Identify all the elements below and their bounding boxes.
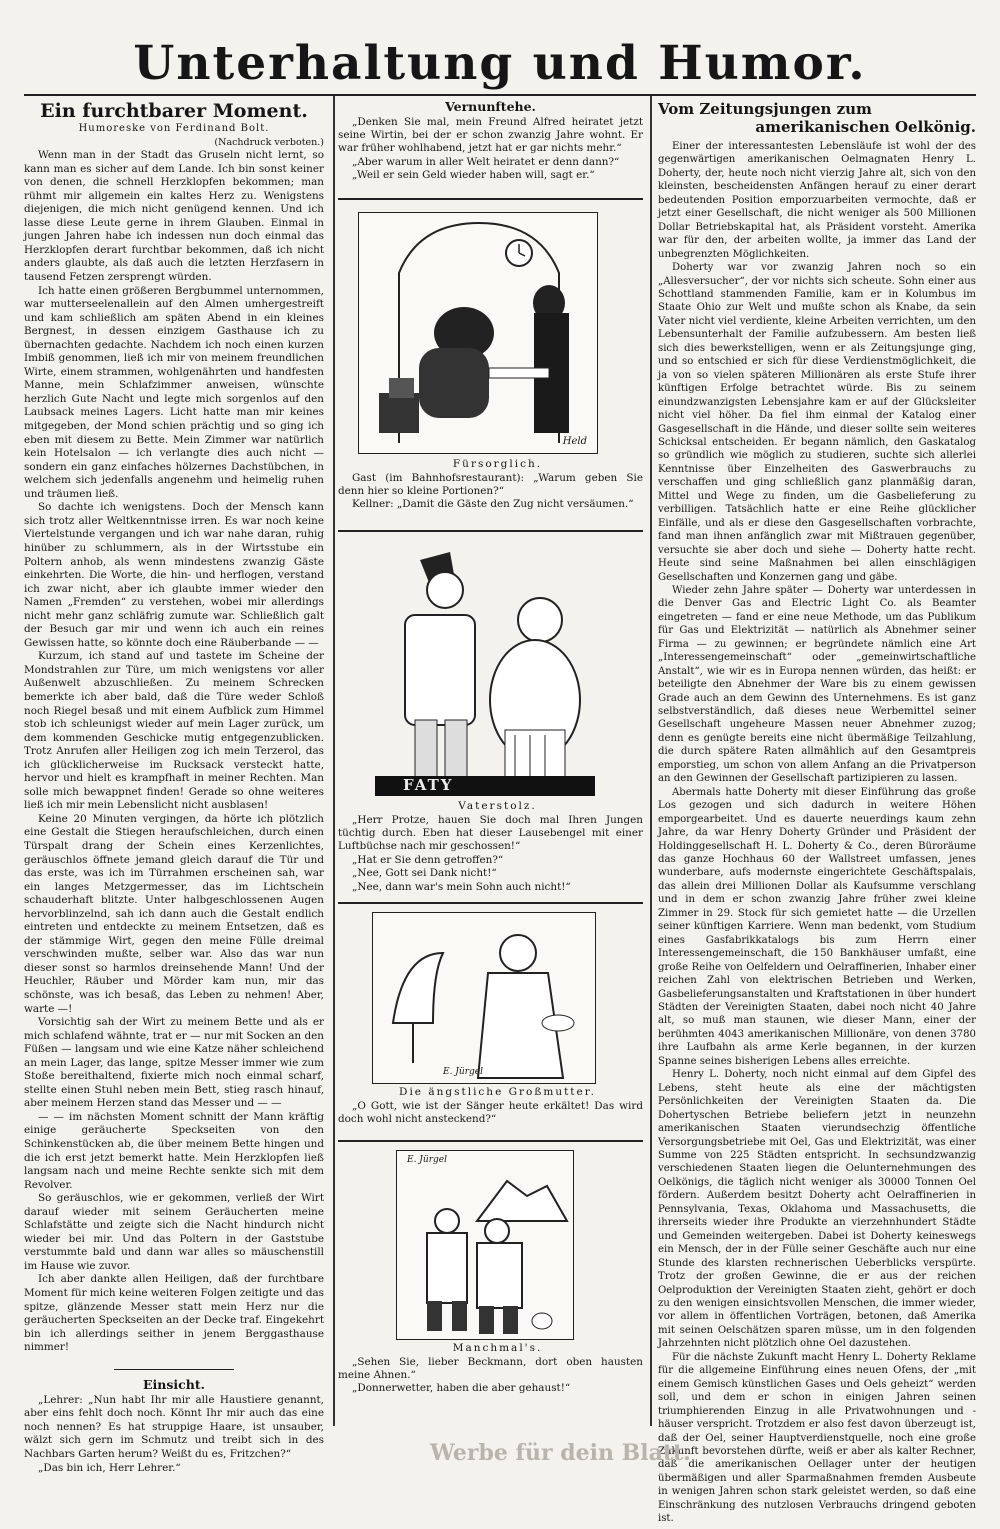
section-divider xyxy=(338,530,643,532)
cartoon4-line: „Sehen Sie, lieber Beckmann, dort oben hausten meine Ahnen.“ xyxy=(338,1355,643,1381)
column-divider-left xyxy=(333,96,335,1426)
cartoon-ancestors xyxy=(396,1150,574,1340)
vernunftehe-line: „Denken Sie mal, mein Freund Alfred heiratet jetzt seine Wirtin, bei der er schon zwanzig Jahre wohnt. Er war früher wohlhabend, jetzt hat er gar nichts mehr.“ xyxy=(338,115,643,155)
oel-paragraph: Doherty war vor zwanzig Jahren noch so ein „Allesversucher“, der vor nichts sich scheute. Sohn einer aus Schottland stammenden Familie, kam er in Kolumbus im Staate Ohio zur Welt und mußte schon als Knabe, da sein Vater nicht viel verdiente, kleine Arbeiten verrichten, um den Lebensunterhalt der Familie aufzubessern. Am besten ließ sich dies bewerkstelligen, wenn er als Zeitungsjunge ging, und so entschied er sich für diese Verdienstmöglichkeit, die ja von so vielen späteren Millionären als erste Stufe ihrer künftigen Erfolge betrachtet würde. Bis zu seinem einundzwanzigsten Lebensjahre kam er auf der Glücksleiter nicht viel höher. Da fiel ihm einmal der Katalog einer Gasgesellschaft in die Hände, und dieser sollte sein weiteres Schicksal entscheiden. Er begann nämlich, den Gaskatalog so gründlich wie möglich zu studieren, suchte sich allerlei Kenntnisse über Einzelheiten des Gaswerbrauchs zu verschaffen und ging schließlich ganz planmäßig daran, Mittel und Wege zu finden, um die Gasbelieferung zu verbilligen. Tatsächlich hatte er eine Reihe glücklicher Einfälle, und als er diese den Gasgesellschaften vorbrachte, fand man ihnen anfänglich zwar mit Mißtrauen gegenüber, versuchte sie aber doch und siehe — Doherty hatte recht. Heute sind seine Maßnahmen bei allen einschlägigen Gesellschaften und Konzernen gang und gäbe. xyxy=(658,262,976,583)
einsicht-line: „Das bin ich, Herr Lehrer.“ xyxy=(38,1461,181,1474)
artist-signature: FATY xyxy=(403,776,454,794)
cartoon4-title: Manchmal's. xyxy=(452,1342,543,1354)
artist-signature: E. Jürgel xyxy=(407,1155,447,1165)
cartoon3-caption-block xyxy=(338,1086,643,1140)
left-column xyxy=(24,100,324,1474)
cartoon2-title: Vaterstolz. xyxy=(458,800,537,812)
cartoon4-line: „Donnerwetter, haben die aber gehaust!“ xyxy=(352,1382,571,1395)
oel-paragraph: Einer der interessantesten Lebensläufe ist wohl der des gegenwärtigen amerikanischen Oelmagnaten Henry L. Doherty, der, heute noch nicht vierzig Jahre alt, sich von den kleinsten, bescheidensten Anfängen herauf zu einer derart bedeutenden Position emporzuarbeiten vermochte, daß er jetzt einer Gesellschaft, die nicht weniger als 500 Millionen Dollar Betriebskapital hat, als Präsident vorsteht. Amerika war für den, der arbeiten wollte, ja immer das Land der unbegrenzten Möglichkeiten. xyxy=(658,141,976,260)
father-son-illustration xyxy=(375,540,595,796)
page-title: Unterhaltung und Humor. xyxy=(133,36,867,91)
oel-paragraph: Für die nächste Zukunft macht Henry L. Doherty Reklame für die allgemeine Einführung eines neuen Ofens, der „mit einem Gemisch künstlichen Gases und Oels geheizt“ werden soll, und dem er schon in einigen Jahren seinen triumphierenden Einzug in alle Privatwohnungen und -häuser verspricht. Trotzdem er also fest davon überzeugt ist, daß der Oel, seiner Hauptverdienstquelle, noch eine große Zukunft bevorstehen dürfte, weiß er aber als kalter Rechner, daß die amerikanischen Oellager unter der heutigen übermäßigen und aller Sparmaßnahmen fremden Ausbeute in wenigen Jahren schon stark geleistet werden, so daß eine Einschränkung des nutzlosen Verbrauchs dringend geboten ist. xyxy=(658,1351,976,1525)
cartoon2-line: „Nee, Gott sei Dank nicht!“ xyxy=(352,867,497,880)
cartoon4-caption-block xyxy=(338,1342,643,1422)
cartoon-restaurant xyxy=(358,212,598,454)
cartoon3-line: „O Gott, wie ist der Sänger heute erkältet! Das wird doch wohl nicht ansteckend?“ xyxy=(338,1099,643,1125)
oel-title-line1: Vom Zeitungsjungen zum xyxy=(658,100,872,118)
story-paragraph: Vorsichtig sah der Wirt zu meinem Bette und als er mich schlafend wähnte, trat er — nur mit Socken an den Füßen — langsam und wie eine Katze näher schleichend an mein Lager, das lange, spitze Messer immer wie zum Stoße bereithaltend, fixierte mich noch einmal scharf, stellte einen Stuhl neben mein Bett, stieg rasch hinauf, aber meinem Herzen stand das Messer und — — xyxy=(24,1016,324,1110)
restaurant-illustration xyxy=(359,213,597,453)
ancestors-illustration xyxy=(397,1151,573,1339)
story-paragraph: Kurzum, ich stand auf und tastete im Scheine der Mondstrahlen zur Türe, um mich wenigstens vor aller Außenwelt abzuschließen. Zu meinem Schrecken bemerkte ich aber bald, daß die Türe weder Schloß noch Riegel besaß und mit einem Aufblick zum Himmel stob ich schleunigst wieder auf mein Lager zurück, um dem kommenden Geschicke mutig entgegenzublicken. Trotz Anrufen aller Heiligen zog ich mein Terzerol, das ich glücklicherweise im Rucksack versteckt hatte, hervor und hielt es krampfhaft in meiner Rechten. Man solle mich bewappnet finden! Gerade so ohne weiteres ließ ich mir mein Lebenslicht nicht ausblasen! xyxy=(24,650,324,812)
vernunftehe-title: Vernunftehe. xyxy=(445,99,536,114)
oel-paragraph: Henry L. Doherty, noch nicht einmal auf dem Gipfel des Lebens, steht heute als eine der mächtigsten Persönlichkeiten der Vereinigten Staaten da. Die Dohertyschen Betriebe beliefern jetzt in neunzehn amerikanischen Staaten vierundsechzig öffentliche Versorgungsbetriebe mit Oel, Gas und Elektrizität, was einer Summe von 225 Städten entspricht. In sechsundzwanzig verschiedenen Staaten liegen die Oelunternehmungen des Oelkönigs, die täglich nicht weniger als 30000 Tonnen Oel fördern. Außerdem besitzt Doherty acht Oelraffinerien in Pennsylvania, Texas, Oklahoma und Massachusetts, die ihrerseits wieder ihre Produkte an vierzehnhundert Städte und Gemeinden weitergeben. Dabei ist Doherty keineswegs ein Mensch, der in der Fülle seiner Geschäfte auch nur eine Stunde des klarsten rechnerischen Ueberblicks verspürte. Trotz der großen Gewinne, die er aus der reichen Oelproduktion der Vereinigten Staaten zieht, gehört er doch zu den wenigen einsichtsvollen Menschen, die immer wieder, vor allem in öffentlichen Vorträgen, betonen, daß Amerika mit seinen Oelschätzen sparen müsse, um in den folgenden Jahrzehnten nicht plötzlich ohne Oel dazustehen. xyxy=(658,1069,976,1350)
cartoon1-caption-block xyxy=(338,458,643,524)
einsicht-title: Einsicht. xyxy=(143,1377,205,1393)
artist-signature: E. Jürgel xyxy=(443,1067,483,1077)
cartoon1-title: Fürsorglich. xyxy=(452,458,543,470)
story-paragraph: — — im nächsten Moment schnitt der Mann kräftig einige geräucherte Speckseiten von den Schinkenstücken ab, die über meinem Bette hingen und die ich erst jetzt bemerkt hatte. Mein Herzklopfen ließ langsam nach und meine Rechte senkte sich mit dem Revolver. xyxy=(24,1110,324,1191)
story-paragraph: So dachte ich wenigstens. Doch der Mensch kann sich trotz aller Weltkenntnisse irren. Es war noch keine Viertelstunde vergangen und ich war nahe daran, ruhig hinüber zu schlummern, als in der Wirtsstube ein Poltern anhob, als wenn mindestens zwanzig Gäste einkehrten. Die Worte, die hin- und herflogen, verstand ich zwar nicht, aber ich glaubte immer wieder den Namen „Fremden“ zu verstehen, wobei mir allerdings nicht mehr ganz schläfrig zumute war. Schließlich galt der Besuch gar mir und wenn ich auch ein reines Gewissen hatte, so könnte doch eine Räuberbande — — xyxy=(24,501,324,649)
story-paragraph: Wenn man in der Stadt das Gruseln nicht lernt, so kann man es sicher auf dem Lande. Ich bin sonst keiner von denen, die schnell Herzklopfen bekommen; man rühmt mir allgemein ein kaltes Herz zu. Wenigstens diejenigen, die mich nicht genügend kennen. Und ich lasse diese Leute gerne in ihrem Glauben. Einmal in jungen Jahren habe ich indessen nun doch einmal das Herzklopfen derart furchtbar bekommen, daß ich nicht anders glaubte, als daß auch die letzten Herzfasern in tausend Fetzen zersprengt würden. xyxy=(24,149,324,284)
oel-paragraph: Wieder zehn Jahre später — Doherty war unterdessen in die Denver Gas and Electric Light Co. als Beamter eingetreten — fand er eine neue Methode, um das Publikum für Gas und Elektrizität — natürlich als Abnehmer seiner Firma — zu gewinnen; er begründete nämlich eine Art „Interessengemeinschaft“ oder „gemeinwirtschaftliche Anstalt“, wie wir es in Europa nennen würden, das heißt: er beteiligte den Abnehmer der Ware bis zu einem gewissen Grade auch an dem Gewinn des Unternehmens. Es ist ganz selbstverständlich, daß dieses neue Werbemittel seiner Gesellschaft ungeheure Massen neuer Abnehmer zuzog; denn es genügte bereits eine nicht übermäßige Teilzahlung, die durch spätere Raten allmählich auf den Gesamtpreis emporstieg, um schon von allem Anfang an die Privatperson an den Gewinnen der Gesellschaft partizipieren zu lassen. xyxy=(658,584,976,785)
cartoon-father xyxy=(375,540,595,796)
story-paragraph: Keine 20 Minuten vergingen, da hörte ich plötzlich eine Gestalt die Stiegen heraufschleichen, durch einen Türspalt drang der Schein eines Kerzenlichtes, geräuschlos öffnete jemand gleich darauf die Tür und das erste, was ich im Türrahmen erscheinen sah, war ein langes Metzgermesser, das im Lichtschein schauderhaft blitzte. Unter halbgeschlossenen Augen hervorblinzelnd, sah ich dann auch die Gestalt endlich eintreten und entdeckte zu meinem Entsetzen, daß es der stämmige Wirt, gegen den meine Fülle dreimal verschwinden mußte, selber war. Also das war nun dieser sonst so harmlos dreinsehende Mann! Und der Heuchler, Räuber und Mörder kam nun, mir das schönste, was ich besaß, das Leben zu nehmen! Aber, warte —! xyxy=(24,812,324,1015)
cartoon-grandmother xyxy=(372,912,596,1084)
vernunftehe-line: „Aber warum in aller Welt heiratet er denn dann?“ xyxy=(352,155,620,168)
cartoon2-line: „Hat er Sie denn getroffen?“ xyxy=(352,853,504,866)
story-paragraph: So geräuschlos, wie er gekommen, verließ der Wirt darauf wieder mit seinem Geräucherten meine Schlafstätte und zeigte sich die Nacht hindurch nicht wieder bei mir. Und das Poltern in der Gaststube verstummte bald und dann war alles so mäuschenstill im Hause wie zuvor. xyxy=(24,1192,324,1272)
section-divider xyxy=(338,902,643,904)
story-paragraph: Ich hatte einen größeren Bergbummel unternommen, war mutterseelenallein auf den Almen umhergestreift und kam schließlich am späten Abend in ein kleines Bergnest, in dessen einzigem Gasthause ich zu übernachten gedachte. Nachdem ich noch einen kurzen Imbiß genommen, ließ ich mir von meinem freundlichen Wirte, einem strammen, wohlgenährten und handfesten Manne, mein Schlafzimmer anweisen, wünschte herzlich Gute Nacht und legte mich sorgenlos auf den Laubsack meines Lagers. Licht hatte man mir keines mitgegeben, der Mond schien prächtig und so ging ich eben mit diesem zu Bette. Mein Zimmer war natürlich kein Hotelsalon — ich verlangte dies auch nicht — sondern ein ganz einfaches hölzernes Dachstübchen, in welchem sich jedenfalls angenehm und heimelig ruhen und träumen ließ. xyxy=(24,284,324,500)
oel-title-line2: amerikanischen Oelkönig. xyxy=(755,118,976,136)
story-title: Ein furchtbarer Moment. xyxy=(40,100,308,122)
story-note: (Nachdruck verboten.) xyxy=(214,136,324,148)
artist-signature: Held xyxy=(562,436,587,447)
section-divider xyxy=(338,1140,643,1142)
section-divider xyxy=(338,198,643,200)
grandmother-illustration xyxy=(373,913,595,1083)
section-divider xyxy=(114,1369,234,1371)
right-column xyxy=(658,100,976,1525)
vernunftehe-line: „Weil er sein Geld wieder haben will, sagt er.“ xyxy=(352,169,595,182)
cartoon2-line: „Nee, dann war's mein Sohn auch nicht!“ xyxy=(352,880,571,893)
einsicht-line: „Lehrer: „Nun habt Ihr mir alle Haustiere genannt, aber eins fehlt doch noch. Könnt Ihr mir auch das eine noch nennen? Es hat struppige Haare, ist unsauber, wälzt sich gern im Schmutz und treibt sich in des Nachbars Garten herum? Weißt du es, Fritzchen?“ xyxy=(24,1393,324,1460)
cartoon3-title: Die ängstliche Großmutter. xyxy=(399,1086,596,1098)
cartoon2-caption-block xyxy=(338,800,643,900)
column-divider-right xyxy=(650,96,652,1426)
vernunftehe-block xyxy=(338,100,643,210)
masthead-rule xyxy=(24,94,976,96)
story-paragraph: Ich aber dankte allen Heiligen, daß der furchtbare Moment für mich keine weiteren Folgen zeitigte und das spitze, glänzende Messer statt mein Herz nur die geräucherten Speckseiten an der Decke traf. Eingekehrt bin ich allerdings seither in jenem Berggasthause nimmer! xyxy=(24,1273,324,1354)
faded-footer-text: Werbe für dein Blatt. xyxy=(430,1440,691,1466)
oel-paragraph: Abermals hatte Doherty mit dieser Einführung das große Los gezogen und sich dadurch in weitere Höhen emporgearbeitet. Und es dauerte neuerdings kaum zehn Jahre, da war Henry Doherty Gründer und Präsident der Holdinggesellschaft H. L. Doherty & Co., deren Büroräume das ganze Hochhaus 60 der Wallstreet umfassen, jenes wunderbare, aufs modernste eingerichtete Geschäftspalais, das allein drei Millionen Dollar als Kaufsumme verschlang und in dem er schon zwanzig Jahre früher zwei kleine Zimmer in 29. Stock für sich gemietet hatte — die Urzellen seiner künftigen Karriere. Wenn man bedenkt, vom Studium eines Gasfabrikkatalogs bis zum Herrn einer Interessengemeinschaft, die 150 Bankhäuser umfaßt, eine große Reihe von Oelfeldern und Oelraffinerien, Inhaber einer reichen Zahl von elektrischen Betrieben und Werken, Gasbelieferungsanstalten und Kraftstationen in über hundert Städten der Vereinigten Staaten, dabei noch nicht 40 Jahre alt, so muß man staunen, wie dieser Mann, einer der berühmten 4043 amerikanischen Millionäre, von denen 3780 ihre Laufbahn als arme Kerle begannen, in der kurzen Spanne seines bisherigen Lebens alles erreichte. xyxy=(658,786,976,1067)
cartoon1-line: Kellner: „Damit die Gäste den Zug nicht versäumen.“ xyxy=(352,498,634,511)
cartoon2-line: „Herr Protze, hauen Sie doch mal Ihren Jungen tüchtig durch. Eben hat dieser Lausebengel mit einer Luftbüchse nach mir geschossen!“ xyxy=(338,813,643,853)
cartoon1-line: Gast (im Bahnhofsrestaurant): „Warum geben Sie denn hier so kleine Portionen?“ xyxy=(338,471,643,497)
story-byline: Humoreske von Ferdinand Bolt. xyxy=(78,123,270,134)
